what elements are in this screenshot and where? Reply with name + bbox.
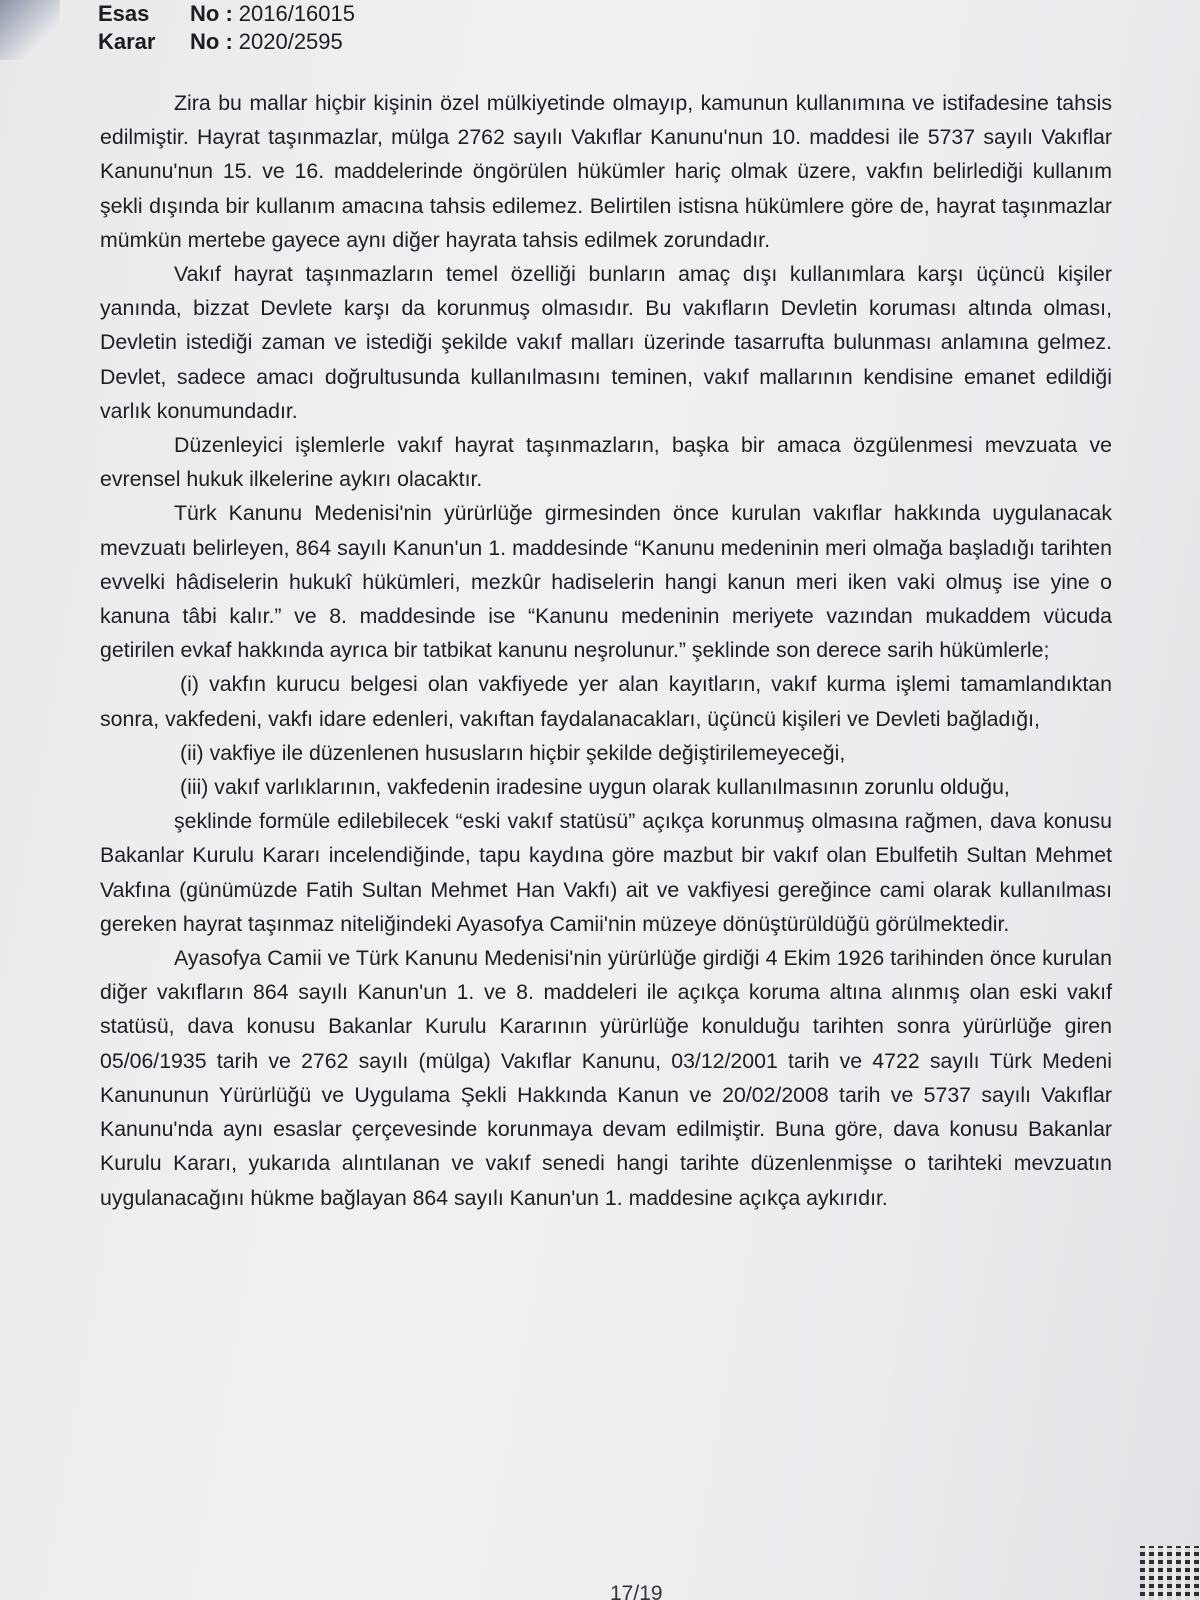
paragraph-1: Zira bu mallar hiçbir kişinin özel mülkiyetinde olmayıp, kamunun kullanımına ve istifadesine tahsis edilmiştir. Hayrat taşınmazlar, mülga 2762 sayılı Vakıflar Kanunu'nun 10. maddesi ile 5737 sayılı Vakıflar Kanunu'nun 15. ve 16. maddelerinde öngörülen hükümler hariç olmak üzere, vakfın belirlediği kullanım şekli dışında bir kullanım amacına tahsis edilemez. Belirtilen istisna hükümlere göre de, hayrat taşınmazlar mümkün mertebe gayece aynı diğer hayrata tahsis edilmek zorundadır. — [100, 91, 1112, 252]
document-body — [100, 86, 1112, 1215]
page-number: 17/19 — [610, 1582, 663, 1600]
paragraph-4: Türk Kanunu Medenisi'nin yürürlüğe girmesinden önce kurulan vakıflar hakkında uygulanacak mevzuatı belirleyen, 864 sayılı Kanun'un 1. maddesinde “Kanunu medeninin meri olmağa başladığı tarihten evvelki hâdiselerin hukukî hükümleri, mezkûr hadiselerin hangi kanun meri iken vaki olmuş ise yine o kanuna tâbi kalır.” ve 8. maddesinde ise “Kanunu medeninin meriyete vazından mukaddem vücuda getirilen evkaf hakkında ayrıca bir tatbikat kanunu neşrolunur.” şeklinde son derece sarih hükümlerle; — [100, 501, 1112, 663]
karar-row — [98, 28, 355, 56]
list-item-i: (i) vakfın kurucu belgesi olan vakfiyede yer alan kayıtların, vakıf kurma işlemi tamamlandıktan sonra, vakfedeni, vakfı idare edenleri, vakıftan faydalanacakları, üçüncü kişileri ve Devleti bağladığı, — [100, 672, 1112, 731]
karar-label: Karar — [98, 29, 156, 54]
paragraph-5: şeklinde formüle edilebilecek “eski vakıf statüsü” açıkça korunmuş olmasına rağmen, dava konusu Bakanlar Kurulu Kararı incelendiğinde, tapu kaydına göre mazbut bir vakıf olan Ebulfetih Sultan Mehmet Vakfına (günümüzde Fatih Sultan Mehmet Han Vakfı) ait ve vakfiyesi gereğince cami olarak kullanılması gereken hayrat taşınmaz niteliğindeki Ayasofya Camii'nin müzeye dönüştürüldüğü görülmektedir. — [100, 809, 1112, 936]
paragraph-2: Vakıf hayrat taşınmazların temel özelliği bunların amaç dışı kullanımlara karşı üçüncü kişiler yanında, bizzat Devlete karşı da korunmuş olmasıdır. Bu vakıfların Devletin koruması altında olması, Devletin istediği zaman ve istediği şekilde vakıf malları üzerinde tasarrufta bulunması anlamına gelmez. Devlet, sadece amacı doğrultusunda kullanılmasını teminen, vakıf mallarının kendisine emanet edildiği varlık konumundadır. — [100, 262, 1112, 423]
esas-no-label: No : — [190, 1, 233, 26]
paragraph-3: Düzenleyici işlemlerle vakıf hayrat taşınmazların, başka bir amaca özgülenmesi mevzuata ve evrensel hukuk ilkelerine aykırı olacaktır. — [100, 433, 1112, 492]
karar-no-label: No : — [190, 29, 233, 54]
qr-code-icon — [1140, 1546, 1200, 1600]
paragraph-6: Ayasofya Camii ve Türk Kanunu Medenisi'nin yürürlüğe girdiği 4 Ekim 1926 tarihinden önce kurulan diğer vakıfların 864 sayılı Kanun'un 1. ve 8. maddeleri ile açıkça koruma altına alınmış olan eski vakıf statüsü, dava konusu Bakanlar Kurulu Kararının yürürlüğe konulduğu tarihten sonra yürürlüğe giren 05/06/1935 tarih ve 2762 sayılı (mülga) Vakıflar Kanunu, 03/12/2001 tarih ve 4722 sayılı Türk Medeni Kanununun Yürürlüğü ve Uygulama Şekli Hakkında Kanun ve 20/02/2008 tarih ve 5737 sayılı Vakıflar Kanunu'nda aynı esaslar çerçevesinde korunmaya devam edilmiştir. Buna göre, dava konusu Bakanlar Kurulu Kararı, yukarıda alıntılanan ve vakıf senedi hangi tarihte düzenlenmişse o tarihteki mevzuatın uygulanacağını hükme bağlayan 864 sayılı Kanun'un 1. maddesine açıkça aykırıdır. — [100, 946, 1112, 1210]
list-item-ii: (ii) vakfiye ile düzenlenen hususların hiçbir şekilde değiştirilemeyeceği, — [180, 740, 846, 765]
esas-label: Esas — [98, 1, 150, 26]
karar-number: 2020/2595 — [238, 29, 343, 54]
case-header — [98, 0, 355, 56]
page-corner-shadow — [0, 0, 60, 60]
qr-code-pattern — [1140, 1546, 1200, 1600]
esas-row — [98, 0, 355, 28]
list-item-iii: (iii) vakıf varlıklarının, vakfedenin iradesine uygun olarak kullanılmasının zorunlu olduğu, — [180, 775, 1010, 800]
esas-number: 2016/16015 — [238, 1, 355, 26]
